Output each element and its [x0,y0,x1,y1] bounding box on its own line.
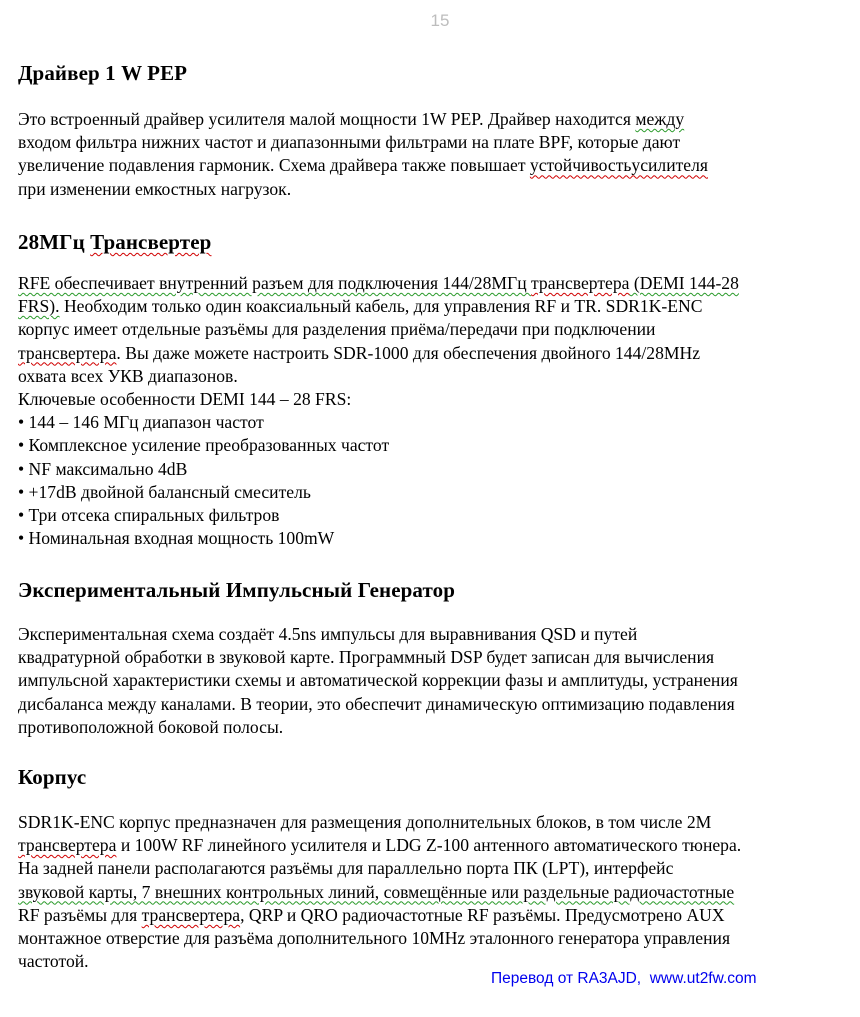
section-heading-transverter [18,230,211,255]
spelling-flag: устойчивостьусилителя [529,155,708,176]
text-line: корпус имеет отдельные разъёмы для разделения приёма/передачи при подключении [18,319,656,340]
section-heading-driver: Драйвер 1 W PEP [18,61,188,85]
bullet-item: • NF максимально 4dB [18,458,188,479]
text-line [18,154,708,177]
grammar-flag: между [635,109,685,129]
grammar-flag-line: звуковой карты, 7 внешних контрольных линий, совмещённые или раздельные радиочастотные [18,881,735,902]
spelling-flag: трансвертера [18,342,117,363]
text-line: На задней панели располагаются разъёмы для параллельно порта ПК (LPT), интерфейс [18,858,674,879]
text-line [18,272,739,295]
bullet-item: • 144 – 146 МГц диапазон частот [18,412,264,433]
translation-credit: Перевод от RA3AJD, www.ut2fw.com [491,970,757,987]
text-line: дисбаланса между каналами. В теории, это обеспечит динамическую оптимизацию подавления [18,693,735,714]
paragraph-transverter [18,272,739,550]
spelling-flag: Трансвертер [90,230,212,254]
text-run: . Вы даже можете настроить SDR-1000 для обеспечения двойного 144/28MHz [116,342,701,363]
spelling-flag: трансвертера [531,273,630,293]
features-intro: Ключевые особенности DEMI 144 – 28 FRS: [18,388,352,409]
paragraph-pulse-generator [18,623,738,739]
bullet-item: • +17dB двойной балансный смеситель [18,481,311,502]
text-run: , QRP и QRO радиочастотные RF разъёмы. Предусмотрено AUX [240,904,725,925]
text-run: RF разъёмы для [18,904,142,925]
text-line: противоположной боковой полосы. [18,716,284,737]
text-line [18,342,739,365]
text-line: частотой. [18,951,89,972]
text-line: импульсной характеристики схемы и автоматической коррекции фазы и амплитуды, устранения [18,670,738,691]
text-line: входом фильтра нижних частот и диапазонными фильтрами на плате BPF, которые дают [18,132,681,153]
text-run: Необходим только один коаксиальный кабель, для управления RF и TR. SDR1K-ENC [59,296,703,317]
text-line [18,108,708,131]
bullet-item: • Номинальная входная мощность 100mW [18,528,335,549]
bullet-item: • Три отсека спиральных фильтров [18,504,280,525]
grammar-flag: (DEMI 144-28 [629,273,739,293]
section-heading-enclosure: Корпус [18,765,87,789]
paragraph-driver [18,108,708,201]
paragraph-enclosure [18,811,741,973]
heading-run: 28МГц [18,230,91,254]
spelling-flag: трансвертера [18,835,117,856]
spelling-flag: трансвертера [141,904,241,925]
page-number: 15 [430,11,450,30]
text-line: SDR1K-ENC корпус предназначен для размещения дополнительных блоков, в том числе 2M [18,812,712,832]
bullet-item: • Комплексное усиление преобразованных частот [18,435,390,456]
text-run: и 100W RF линейного усилителя и LDG Z-100 антенного автоматического тюнера. [116,835,742,856]
text-line: охвата всех УКВ диапазонов. [18,365,238,386]
text-line: при изменении емкостных нагрузок. [18,178,292,199]
text-line: Экспериментальная схема создаёт 4.5ns импульсы для выравнивания QSD и путей [18,624,638,644]
text-run: увеличение подавления гармоник. Схема драйвера также повышает [18,155,530,176]
section-heading-pulse-generator: Экспериментальный Импульсный Генератор [18,578,455,602]
text-line: квадратурной обработки в звуковой карте. Программный DSP будет записан для вычисления [18,647,715,668]
text-line: монтажное отверстие для разъёма дополнительного 10MHz эталонного генератора управления [18,927,731,948]
grammar-flag: FRS). [18,296,60,317]
text-run: Это встроенный драйвер усилителя малой мощности 1W PEP. Драйвер находится [18,109,636,129]
text-line [18,834,741,857]
grammar-flag: RFE обеспечивает внутренний разъем для подключения 144/28МГц [18,273,532,293]
text-line [18,295,739,318]
text-line [18,904,741,927]
